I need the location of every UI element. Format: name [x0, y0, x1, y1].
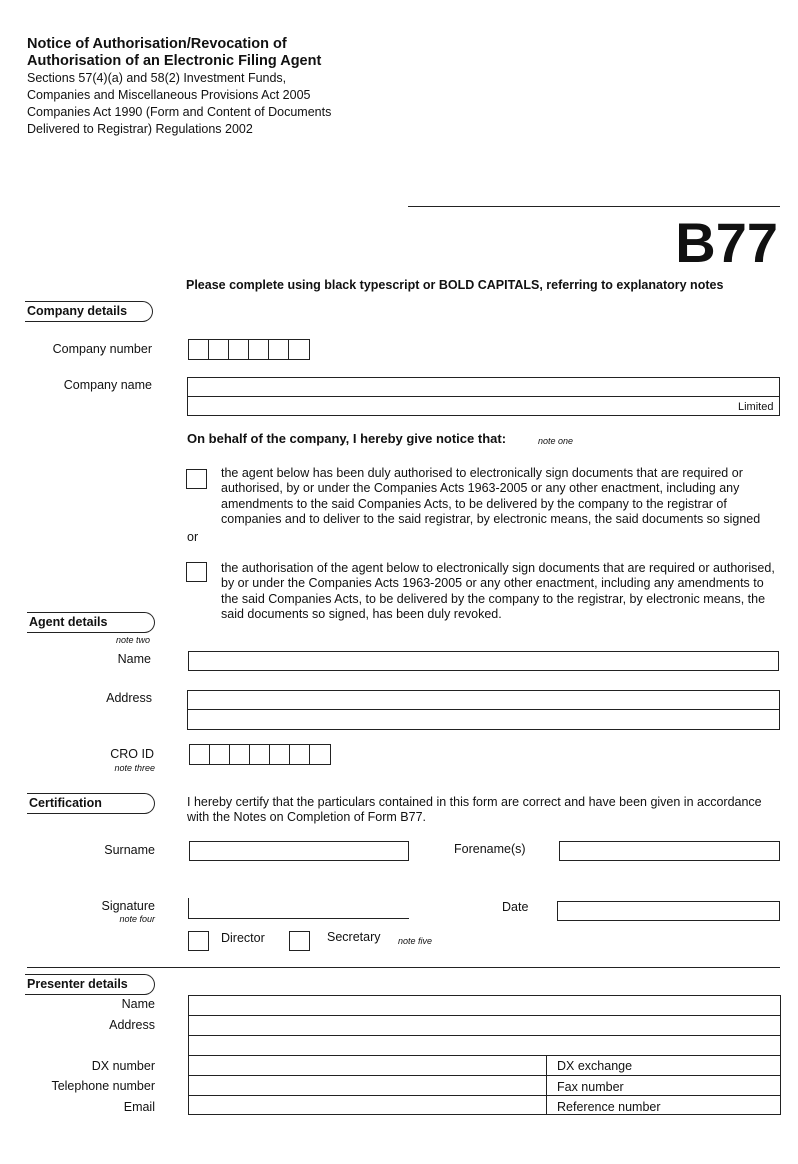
presenter-details-heading: Presenter details [25, 974, 155, 995]
legislation-line2: Companies and Miscellaneous Provisions Act 2005 [27, 88, 311, 102]
director-label: Director [221, 931, 265, 945]
agent-details-note: note two [115, 635, 150, 645]
email-field[interactable] [188, 1095, 547, 1115]
forename-label: Forename(s) [454, 842, 526, 856]
role-note: note five [398, 936, 433, 946]
agent-name-label: Name [117, 652, 151, 666]
telephone-label: Telephone number [51, 1079, 155, 1093]
completion-instruction: Please complete using black typescript or BOLD CAPITALS, referring to explanatory notes [186, 278, 724, 292]
agent-name-field[interactable] [188, 651, 779, 671]
revoke-agent-checkbox[interactable] [186, 562, 207, 582]
forename-field[interactable] [559, 841, 780, 861]
director-checkbox[interactable] [188, 931, 209, 951]
reference-number-label: Reference number [557, 1100, 661, 1114]
company-number-field[interactable] [188, 339, 310, 360]
agent-address-field-line1[interactable] [187, 690, 780, 710]
company-number-label: Company number [52, 342, 152, 356]
cro-id-label: CRO ID [110, 747, 154, 761]
dx-number-label: DX number [91, 1059, 155, 1073]
legislation-line4: Delivered to Registrar) Regulations 2002 [27, 122, 253, 136]
revoke-agent-text: the authorisation of the agent below to electronically sign documents that are required or authorised, by or under the Companies Acts 1963-2005 or any other enactment, including any amendments to the said Companies Acts, to be delivered by the company to the registrar, by electronic means, the said documents so signed, has been duly revoked. [221, 561, 775, 621]
signature-label: Signature [101, 899, 155, 913]
authorise-agent-checkbox[interactable] [186, 469, 207, 489]
presenter-name-label: Name [121, 997, 155, 1011]
legislation-line3: Companies Act 1990 (Form and Content of Documents [27, 105, 332, 119]
header-rule [408, 206, 780, 207]
dx-exchange-label: DX exchange [557, 1059, 633, 1073]
agent-address-label: Address [106, 691, 152, 705]
agent-details-heading: Agent details [27, 612, 155, 633]
presenter-name-field[interactable] [188, 995, 781, 1016]
telephone-field[interactable] [188, 1075, 547, 1096]
company-name-field-line2[interactable] [187, 396, 780, 416]
notice-note: note one [538, 436, 574, 446]
cro-id-note: note three [114, 763, 155, 773]
date-label: Date [502, 900, 529, 914]
form-code: B77 [675, 211, 778, 274]
secretary-checkbox[interactable] [289, 931, 310, 951]
company-name-field-line1[interactable] [187, 377, 780, 397]
presenter-address-label: Address [109, 1018, 155, 1032]
signature-field[interactable] [188, 898, 409, 919]
form-title-line1: Notice of Authorisation/Revocation of [27, 36, 287, 52]
certification-text: I hereby certify that the particulars contained in this form are correct and have been given in accordance with the Notes on Completion of Form B77. [187, 795, 762, 825]
email-label: Email [123, 1100, 155, 1114]
date-field[interactable] [557, 901, 780, 921]
authorise-agent-text: the agent below has been duly authorised to electronically sign documents that are required or authorised, by or under the Companies Acts 1963-2005 or any other enactment, including any amendments to the said Companies Acts, to be delivered by the company to the registrar of companies and to deliver to the said registrar, by electronic means, the said documents so signed [221, 466, 761, 526]
form-title-line2: Authorisation of an Electronic Filing Agent [27, 53, 322, 69]
surname-label: Surname [104, 843, 155, 857]
agent-address-field-line2[interactable] [187, 709, 780, 730]
notice-statement: On behalf of the company, I hereby give notice that: [187, 431, 507, 446]
cro-id-field[interactable] [189, 744, 331, 765]
presenter-divider [27, 967, 780, 968]
company-details-heading: Company details [25, 301, 153, 322]
dx-number-field[interactable] [188, 1055, 547, 1076]
company-name-label: Company name [63, 378, 152, 392]
legislation-line1: Sections 57(4)(a) and 58(2) Investment Funds, [27, 71, 287, 85]
or-separator: or [187, 530, 199, 544]
presenter-address-field-line1[interactable] [188, 1015, 781, 1036]
signature-note: note four [119, 914, 155, 924]
presenter-address-field-line2[interactable] [188, 1035, 781, 1056]
fax-number-label: Fax number [557, 1080, 624, 1094]
surname-field[interactable] [189, 841, 409, 861]
limited-suffix: Limited [738, 401, 774, 413]
certification-heading: Certification [27, 793, 155, 814]
secretary-label: Secretary [327, 930, 381, 944]
